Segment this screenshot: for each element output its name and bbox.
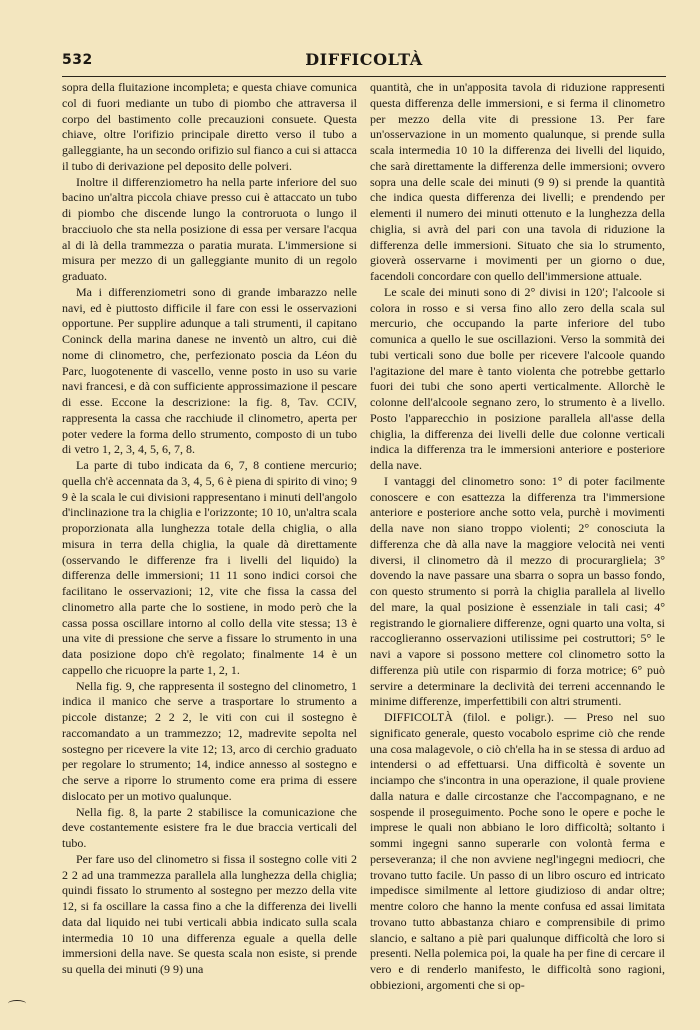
margin-mark [8, 1000, 26, 1007]
entry-paragraph: DIFFICOLTÀ (filol. e poligr.). — Preso nel suo significato generale, questo vocabolo esprime ciò che rende una cosa malagevole, o ciò ch'ella ha in se stessa di arduo ad intendersi o ad effettuarsi. Una difficoltà è sovente un inciampo che s'incontra in una operazione, il quale proviene dalla natura e dalle circostanze che l'accompagnano, e ne sospende il proseguimento. Poche sono le opere e poche le imprese le quali non abbiano le loro difficoltà; soltanto i sommi ingegni sanno superarle con volontà ferma e perseveranza; il che non avviene negl'ingegni mediocri, che trovano tutto facile. Un passo di un libro oscuro ed intricato impedisce similmente al lettore giudizioso di andar oltre; mentre coloro che hanno la mente confusa ed assai limitata trovano tutto abbastanza chiaro e comprensibile di primo slancio, e saltano a piè pari qualunque difficoltà che loro si presenti. Nella polemica poi, la quale ha per fine di cercare il vero e di renderlo manifesto, le difficoltà sono ragioni, obbiezioni, argomenti che si op- [370, 710, 665, 992]
left-column [62, 80, 357, 978]
paragraph: Per fare uso del clinometro si fissa il sostegno colle viti 2 2 2 ad una trammezza parallela alla lunghezza della chiglia; quindi fissato lo strumento al sostegno per mezzo della vite 12, si fa oscillare la cassa fino a che la differenza dei livelli data dal liquido nei tubi verticali abbia indicato sulla scala intermedia 10 10 una differenza eguale a quella delle immersioni della nave. Se questa scala non esiste, si prende su quella dei minuti (9 9) una [62, 851, 357, 976]
running-title: DIFFICOLTÀ [305, 50, 423, 69]
paragraph: Le scale dei minuti sono di 2° divisi in 120′; l'alcoole si colora in rosso e si versa fino allo zero della scala sul mercurio, che occupando la parte inferiore del tubo comunica a quello le sue oscillazioni. Verso la sommità dei tubi verticali sono due bolle per ricevere l'alcoole quando l'agitazione del mare è tanto violenta che potrebbe gettarlo fuori dei tubi che sono aperti verticalmente. Allorchè le colonne dell'alcoole segnano zero, lo strumento è a livello. Posto l'apparecchio in posizione parallela all'asse della chiglia, la differenza dei livelli delle due colonne verticali indica la differenza tra le immersioni anteriore e posteriore della nave. [370, 284, 665, 472]
paragraph: Nella fig. 9, che rappresenta il sostegno del clinometro, 1 indica il manico che serve a trasportare lo strumento a piccole distanze; 2 2 2, le viti con cui il sostegno è raccomandato a un trammezzo; 12, madrevite sepolta nel sostegno per ricevere la vite 12; 13, arco di cerchio graduato per regolare lo strumento; 14, indice annesso al sostegno e che serve a riporre lo strumento come era prima di essere dislocato per un motivo qualunque. [62, 678, 357, 803]
right-column [370, 80, 665, 994]
paragraph: La parte di tubo indicata da 6, 7, 8 contiene mercurio; quella ch'è accennata da 3, 4, 5, 6 è piena di spirito di vino; 9 9 è la scala le cui divisioni rappresentano i minuti dell'angolo d'inclinazione tra la chiglia e l'orizzonte; 10 10, un'altra scala proporzionata alla lunghezza totale della chiglia, o alla misura in terra della chiglia, la quale dà direttamente (osservando le differenze fra i livelli del liquido) la differenza delle immersioni; 11 11 sono indici corsoi che facilitano le osservazioni; 12, vite che fissa la cassa del clinometro alla parte che lo sostiene, in modo però che la cassa possa oscillare intorno al collo della vite stessa; 13 è una vite di pressione che serve a fissare lo strumento in una data posizione dopo ch'è regolato; finalmente 14 è un cappello che ricuopre la parte 1, 2, 1. [62, 458, 357, 677]
paragraph: Nella fig. 8, la parte 2 stabilisce la comunicazione che deve costantemente esistere fra le due braccia verticali del tubo. [62, 804, 357, 850]
paragraph: I vantaggi del clinometro sono: 1° di poter facilmente conoscere e con esattezza la differenza tra l'immersione anteriore e posteriore anche sotto vela, purchè i movimenti della nave non siano troppo violenti; 2° conosciuta la differenza che dà alla nave la maggiore velocità nei venti diversi, il clinometro dà il mezzo di procurargliela; 3° dovendo la nave passare una sbarra o sopra un basso fondo, con questo strumento si porrà la chiglia parallela al livello del mare, la qual posizione è essenziale in tali casi; 4° registrando le giornaliere differenze, ogni quarto una volta, si raccoglieranno osservazioni utilissime pei costruttori; 5° le navi a vapore si possono mettere col clinometro sotto la differenza più utile con risparmio di forza motrice; 6° può servire a determinare la declività dei terreni accennando le minime differenze, imperfettibili con altri strumenti. [370, 473, 665, 709]
page-number: 532 [62, 52, 93, 68]
paragraph: Inoltre il differenziometro ha nella parte inferiore del suo bacino un'altra piccola chiave presso cui è attaccato un tubo di piombo che discende lungo la controruota o lungo il bracciuolo che sta nella posizione di essa per versare l'acqua al di là della trammezza o paratia murata. L'immersione si misura per mezzo di un galleggiante munito di un regolo graduato. [62, 174, 357, 283]
page-header [62, 50, 666, 74]
paragraph: quantità, che in un'apposita tavola di riduzione rappresenti questa differenza delle immersioni, e si ferma il clinometro per mezzo della vite di pressione 13. Per fare un'osservazione in un momento qualunque, si prende sulla scala intermedia 10 10 la differenza dei livelli del liquido, che sarà direttamente la differenza delle immersioni; ovvero sopra una delle scale dei minuti (9 9) si prende la quantità che indica questa differenza dei livelli; e prendendo per elementi il numero dei minuti ottenuto e la lunghezza della chiglia, si avrà del pari con una tavola di riduzione la differenza delle immersioni. Situato che sia lo strumento, gioverà osservarne i movimenti per un giorno o due, facendoli concordare con quello dell'immersione attuale. [370, 80, 665, 283]
header-rule [62, 76, 666, 77]
paragraph: sopra della fluitazione incompleta; e questa chiave comunica col di fuori mediante un tubo di piombo che attraversa il corpo del bastimento colle precauzioni consuete. Questa chiave, oltre l'orifizio principale diretto verso il tubo a galleggiante, ha un secondo orifizio sul fianco a cui si attacca il tubo di derivazione pel deposito delle polveri. [62, 80, 357, 173]
paragraph: Ma i differenziometri sono di grande imbarazzo nelle navi, ed è piuttosto difficile il fare con essi le osservazioni opportune. Per supplire adunque a tali strumenti, il capitano Coninck della marina danese ne inventò un altro, cui diè nome di clinometro, che, perfezionato poscia da Léon du Parc, luogotenente di vascello, venne posto in uso su varie navi francesi, e dà con sufficiente approssimazione il pescare di esse. Eccone la descrizione: la fig. 8, Tav. CCIV, rappresenta la cassa che racchiude il clinometro, aperta per poter vedere la forma dello strumento, composto di un tubo di vetro 1, 2, 3, 4, 5, 6, 7, 8. [62, 284, 357, 457]
